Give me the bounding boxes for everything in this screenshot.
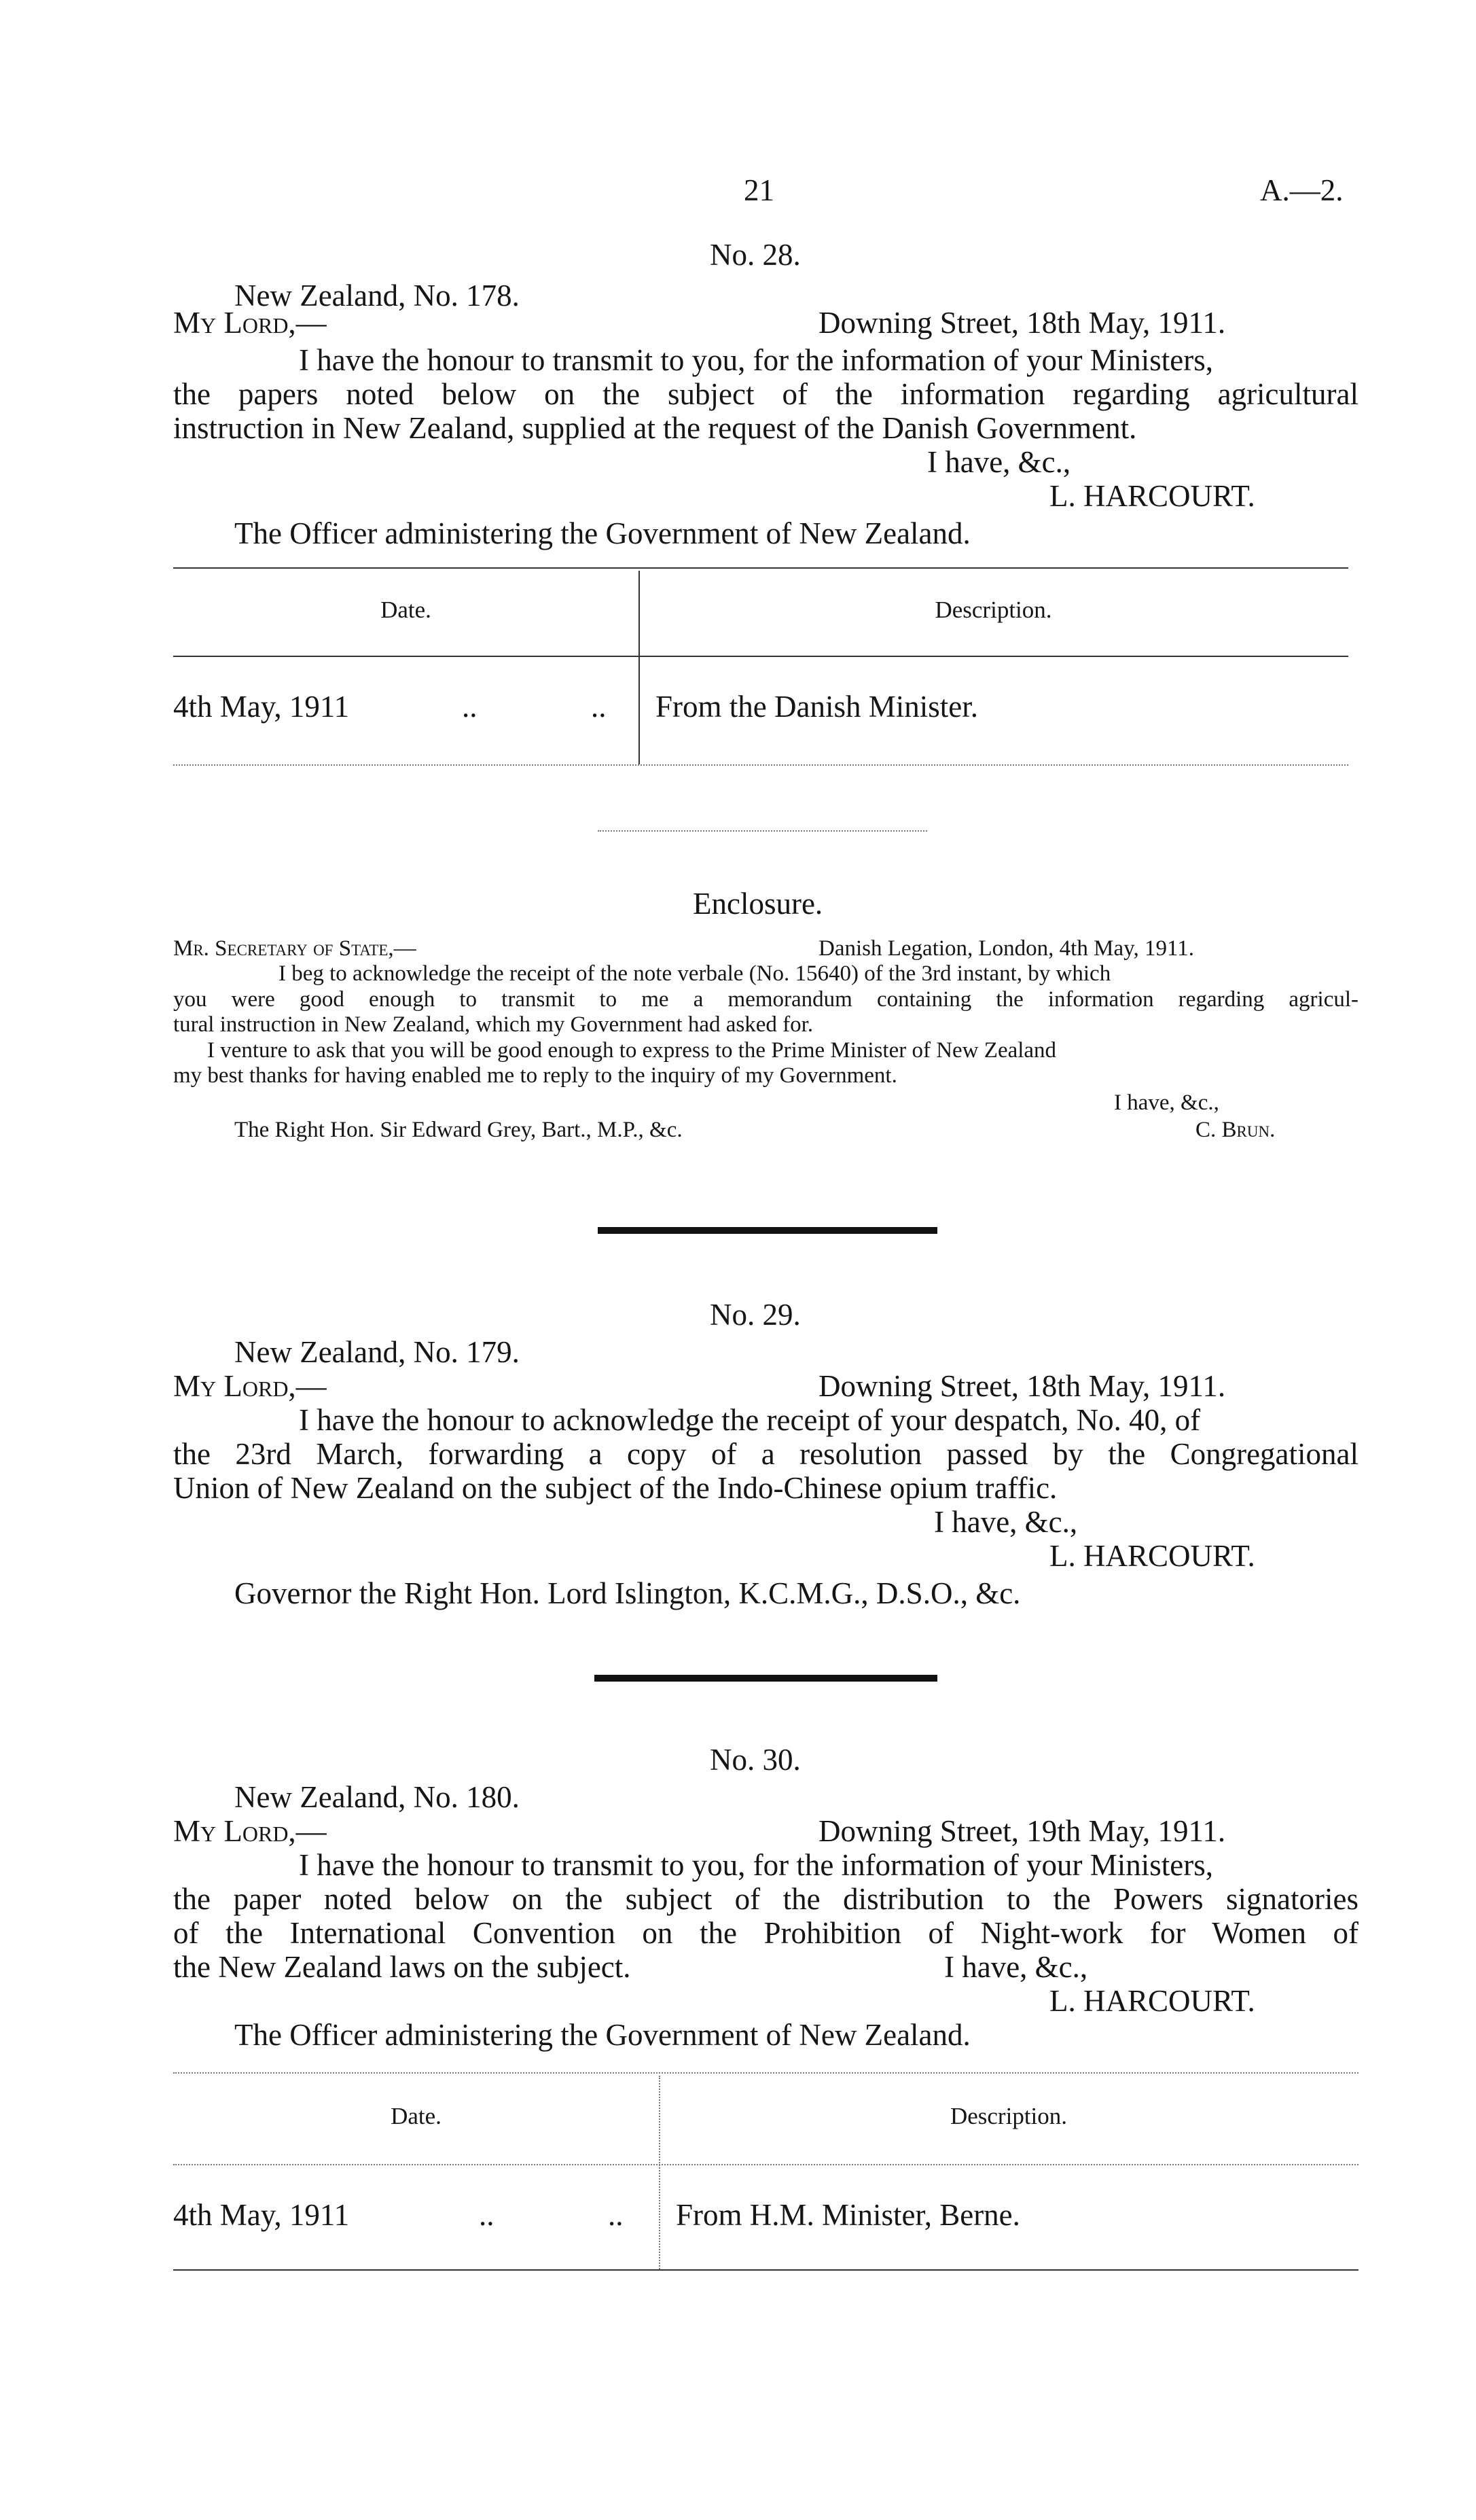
separator [598, 830, 927, 832]
table-cell-date: 4th May, 1911 [173, 690, 350, 724]
table-rule [173, 764, 1348, 766]
table-rule [173, 2269, 1358, 2271]
leader-dots: .. [479, 2198, 494, 2232]
salutation: My Lord,— [173, 1369, 327, 1403]
addressee: Governor the Right Hon. Lord Islington, K.C.M.G., D.S.O., &c. [234, 1576, 1021, 1610]
body-line: the New Zealand laws on the subject. [173, 1950, 631, 1984]
column-header-description: Description. [950, 2103, 1068, 2129]
place-date: Downing Street, 18th May, 1911. [818, 1369, 1226, 1403]
column-header-date: Date. [380, 597, 431, 623]
leader-dots: .. [591, 690, 607, 724]
leader-dots: .. [462, 690, 478, 724]
letter-number: No. 29. [710, 1298, 801, 1332]
body-line: I have the honour to acknowledge the receipt of your despatch, No. 40, of [299, 1403, 1201, 1437]
place-date: Downing Street, 18th May, 1911. [818, 306, 1226, 340]
signature: L. HARCOURT. [1049, 1539, 1255, 1573]
body-line: the 23rd March, forwarding a copy of a resolution passed by the Congregational [173, 1437, 1358, 1471]
body-line: my best thanks for having enabled me to reply to the inquiry of my Government. [173, 1063, 897, 1088]
column-header-description: Description. [935, 597, 1052, 623]
document-reference: A.—2. [1260, 173, 1344, 207]
body-line: I have the honour to transmit to you, for the information of your Ministers, [299, 1848, 1214, 1882]
signature: L. HARCOURT. [1049, 1984, 1255, 2018]
column-header-date: Date. [391, 2103, 442, 2129]
salutation: Mr. Secretary of State,— [173, 936, 416, 961]
despatch-reference: New Zealand, No. 180. [234, 1780, 520, 1814]
signature: L. HARCOURT. [1049, 479, 1255, 513]
table-rule [173, 656, 1348, 657]
despatch-reference: New Zealand, No. 179. [234, 1335, 520, 1369]
addressee: The Officer administering the Government of New Zealand. [234, 516, 971, 550]
closing: I have, &c., [934, 1505, 1078, 1539]
body-line: I have the honour to transmit to you, for the information of your Ministers, [299, 343, 1214, 377]
body-line: I beg to acknowledge the receipt of the note verbale (No. 15640) of the 3rd instant, by which [278, 961, 1111, 986]
enclosure-title: Enclosure. [693, 887, 823, 921]
table-cell-description: From H.M. Minister, Berne. [676, 2198, 1020, 2232]
signature: C. Brun. [1195, 1118, 1276, 1142]
table-cell-description: From the Danish Minister. [655, 690, 978, 724]
body-line: the paper noted below on the subject of the distribution to the Powers signatories [173, 1882, 1358, 1916]
closing: I have, &c., [1114, 1090, 1219, 1115]
place-date: Downing Street, 19th May, 1911. [818, 1814, 1226, 1848]
addressee: The Officer administering the Government of New Zealand. [234, 2018, 971, 2052]
body-line: tural instruction in New Zealand, which my Government had asked for. [173, 1012, 814, 1037]
salutation: My Lord,— [173, 306, 327, 340]
salutation: My Lord,— [173, 1814, 327, 1848]
body-line: Union of New Zealand on the subject of the Indo-Chinese opium traffic. [173, 1471, 1058, 1505]
table-rule [173, 2164, 1358, 2165]
section-divider [598, 1227, 937, 1234]
section-divider [594, 1675, 937, 1682]
body-line: you were good enough to transmit to me a memorandum containing the information regarding agricul- [173, 987, 1358, 1012]
body-line: instruction in New Zealand, supplied at the request of the Danish Government. [173, 411, 1137, 445]
letter-number: No. 28. [710, 238, 801, 272]
table-rule [173, 2072, 1358, 2074]
despatch-reference: New Zealand, No. 178. [234, 279, 520, 313]
closing: I have, &c., [944, 1950, 1088, 1984]
body-line: I venture to ask that you will be good enough to express to the Prime Minister of New Zealand [207, 1038, 1057, 1063]
letter-number: No. 30. [710, 1743, 801, 1777]
place-date: Danish Legation, London, 4th May, 1911. [818, 936, 1194, 961]
page-number: 21 [744, 173, 774, 207]
leader-dots: .. [608, 2198, 624, 2232]
body-line: the papers noted below on the subject of the information regarding agricultural [173, 377, 1358, 411]
closing: I have, &c., [927, 445, 1071, 479]
table-cell-date: 4th May, 1911 [173, 2198, 350, 2232]
addressee: The Right Hon. Sir Edward Grey, Bart., M.P., &c. [234, 1118, 683, 1142]
table-rule [173, 567, 1348, 569]
body-line: of the International Convention on the Prohibition of Night-work for Women of [173, 1916, 1358, 1950]
